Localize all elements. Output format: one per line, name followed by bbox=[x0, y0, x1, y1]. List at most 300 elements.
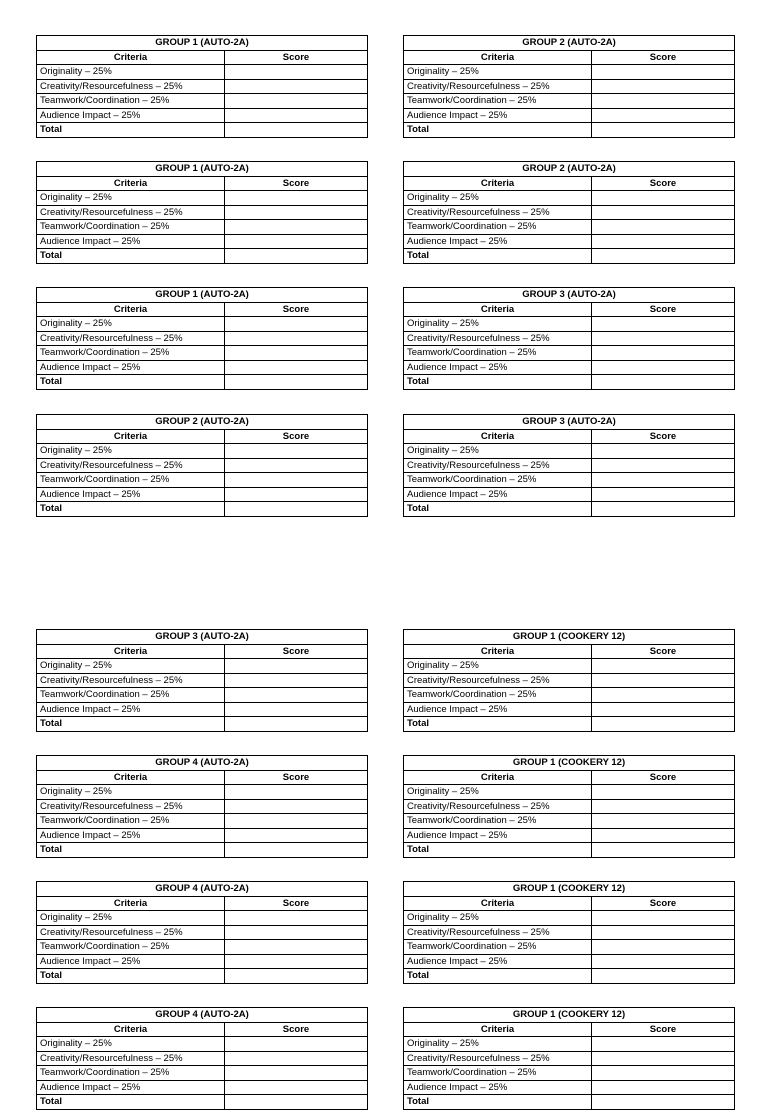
card-title: GROUP 1 (AUTO-2A) bbox=[37, 36, 368, 51]
criteria-row bbox=[404, 444, 735, 459]
card-title: GROUP 1 (AUTO-2A) bbox=[37, 288, 368, 303]
criteria-row bbox=[37, 346, 368, 361]
score-cell[interactable] bbox=[225, 828, 368, 843]
criteria-row bbox=[404, 94, 735, 109]
score-cell[interactable] bbox=[592, 785, 735, 800]
criteria-row bbox=[404, 473, 735, 488]
criteria-label: Creativity/Resourcefulness – 25% bbox=[404, 79, 592, 94]
score-cell[interactable] bbox=[592, 702, 735, 717]
criteria-row bbox=[404, 458, 735, 473]
total-row bbox=[404, 123, 735, 138]
criteria-row bbox=[37, 444, 368, 459]
score-cell[interactable] bbox=[592, 191, 735, 206]
score-cell[interactable] bbox=[592, 458, 735, 473]
score-cell[interactable] bbox=[592, 828, 735, 843]
score-cell[interactable] bbox=[592, 65, 735, 80]
criteria-row bbox=[37, 828, 368, 843]
total-label: Total bbox=[37, 502, 225, 517]
total-row bbox=[37, 1095, 368, 1110]
criteria-row bbox=[404, 799, 735, 814]
criteria-label: Teamwork/Coordination – 25% bbox=[404, 473, 592, 488]
criteria-row bbox=[404, 954, 735, 969]
total-label: Total bbox=[404, 502, 592, 517]
criteria-label: Originality – 25% bbox=[404, 317, 592, 332]
criteria-label: Originality – 25% bbox=[404, 785, 592, 800]
card-title: GROUP 1 (COOKERY 12) bbox=[404, 1008, 735, 1023]
score-card bbox=[36, 414, 368, 517]
total-label: Total bbox=[404, 717, 592, 732]
total-label: Total bbox=[404, 375, 592, 390]
criteria-label: Audience Impact – 25% bbox=[404, 702, 592, 717]
score-cell[interactable] bbox=[225, 799, 368, 814]
criteria-label: Originality – 25% bbox=[404, 444, 592, 459]
score-cell[interactable] bbox=[592, 673, 735, 688]
score-cell[interactable] bbox=[225, 205, 368, 220]
criteria-label: Originality – 25% bbox=[404, 659, 592, 674]
criteria-header: Criteria bbox=[37, 176, 225, 191]
criteria-row bbox=[404, 814, 735, 829]
criteria-label: Teamwork/Coordination – 25% bbox=[37, 688, 225, 703]
criteria-header: Criteria bbox=[404, 896, 592, 911]
score-header: Score bbox=[592, 1022, 735, 1037]
criteria-header: Criteria bbox=[37, 429, 225, 444]
criteria-label: Teamwork/Coordination – 25% bbox=[404, 346, 592, 361]
criteria-row bbox=[37, 458, 368, 473]
card-title: GROUP 3 (AUTO-2A) bbox=[404, 288, 735, 303]
criteria-label: Teamwork/Coordination – 25% bbox=[404, 220, 592, 235]
card-title: GROUP 4 (AUTO-2A) bbox=[37, 1008, 368, 1023]
criteria-label: Creativity/Resourcefulness – 25% bbox=[37, 1051, 225, 1066]
criteria-row bbox=[404, 1037, 735, 1052]
score-cell[interactable] bbox=[592, 317, 735, 332]
score-cell[interactable] bbox=[225, 108, 368, 123]
total-label: Total bbox=[37, 123, 225, 138]
criteria-label: Creativity/Resourcefulness – 25% bbox=[404, 331, 592, 346]
criteria-header: Criteria bbox=[37, 50, 225, 65]
criteria-row bbox=[37, 799, 368, 814]
score-card bbox=[36, 629, 368, 732]
criteria-header: Criteria bbox=[37, 302, 225, 317]
score-card bbox=[36, 881, 368, 984]
card-title: GROUP 4 (AUTO-2A) bbox=[37, 882, 368, 897]
criteria-row bbox=[404, 1051, 735, 1066]
criteria-label: Originality – 25% bbox=[37, 317, 225, 332]
total-row bbox=[37, 717, 368, 732]
criteria-label: Teamwork/Coordination – 25% bbox=[37, 1066, 225, 1081]
criteria-label: Creativity/Resourcefulness – 25% bbox=[404, 799, 592, 814]
criteria-row bbox=[404, 828, 735, 843]
total-score-cell[interactable] bbox=[592, 123, 735, 138]
criteria-label: Audience Impact – 25% bbox=[404, 360, 592, 375]
score-cell[interactable] bbox=[592, 1037, 735, 1052]
criteria-row bbox=[37, 79, 368, 94]
card-title: GROUP 3 (AUTO-2A) bbox=[404, 415, 735, 430]
total-label: Total bbox=[37, 843, 225, 858]
card-title: GROUP 2 (AUTO-2A) bbox=[404, 36, 735, 51]
score-cell[interactable] bbox=[225, 79, 368, 94]
criteria-row bbox=[37, 191, 368, 206]
criteria-row bbox=[37, 360, 368, 375]
score-card bbox=[403, 881, 735, 984]
criteria-label: Originality – 25% bbox=[37, 911, 225, 926]
total-row bbox=[404, 969, 735, 984]
score-card bbox=[403, 414, 735, 517]
total-score-cell[interactable] bbox=[225, 1095, 368, 1110]
score-cell[interactable] bbox=[592, 444, 735, 459]
criteria-row bbox=[37, 473, 368, 488]
score-cell[interactable] bbox=[592, 473, 735, 488]
criteria-label: Teamwork/Coordination – 25% bbox=[404, 1066, 592, 1081]
criteria-label: Teamwork/Coordination – 25% bbox=[37, 220, 225, 235]
score-cell[interactable] bbox=[592, 1051, 735, 1066]
criteria-header: Criteria bbox=[37, 644, 225, 659]
criteria-row bbox=[404, 220, 735, 235]
total-label: Total bbox=[404, 843, 592, 858]
criteria-label: Creativity/Resourcefulness – 25% bbox=[404, 1051, 592, 1066]
criteria-row bbox=[404, 925, 735, 940]
criteria-row bbox=[37, 925, 368, 940]
total-label: Total bbox=[37, 375, 225, 390]
criteria-label: Originality – 25% bbox=[37, 65, 225, 80]
score-card bbox=[36, 35, 368, 138]
criteria-row bbox=[404, 205, 735, 220]
criteria-header: Criteria bbox=[404, 770, 592, 785]
criteria-row bbox=[404, 785, 735, 800]
criteria-header: Criteria bbox=[37, 1022, 225, 1037]
card-title: GROUP 2 (AUTO-2A) bbox=[404, 162, 735, 177]
score-card bbox=[403, 35, 735, 138]
score-cell[interactable] bbox=[225, 444, 368, 459]
total-row bbox=[404, 249, 735, 264]
score-cell[interactable] bbox=[225, 954, 368, 969]
total-score-cell[interactable] bbox=[592, 969, 735, 984]
score-card bbox=[36, 287, 368, 390]
total-score-cell[interactable] bbox=[592, 843, 735, 858]
criteria-row bbox=[404, 487, 735, 502]
score-cell[interactable] bbox=[225, 785, 368, 800]
score-header: Score bbox=[592, 50, 735, 65]
total-score-cell[interactable] bbox=[225, 249, 368, 264]
criteria-row bbox=[404, 331, 735, 346]
criteria-label: Audience Impact – 25% bbox=[404, 234, 592, 249]
score-header: Score bbox=[592, 644, 735, 659]
criteria-row bbox=[404, 234, 735, 249]
score-cell[interactable] bbox=[225, 659, 368, 674]
total-row bbox=[404, 502, 735, 517]
criteria-label: Audience Impact – 25% bbox=[37, 828, 225, 843]
score-cell[interactable] bbox=[592, 1066, 735, 1081]
score-header: Score bbox=[592, 896, 735, 911]
criteria-row bbox=[404, 191, 735, 206]
total-score-cell[interactable] bbox=[225, 843, 368, 858]
score-card bbox=[36, 161, 368, 264]
score-cell[interactable] bbox=[225, 911, 368, 926]
criteria-label: Teamwork/Coordination – 25% bbox=[37, 473, 225, 488]
criteria-header: Criteria bbox=[37, 896, 225, 911]
total-label: Total bbox=[37, 969, 225, 984]
score-header: Score bbox=[592, 302, 735, 317]
score-cell[interactable] bbox=[592, 688, 735, 703]
total-score-cell[interactable] bbox=[225, 502, 368, 517]
score-cell[interactable] bbox=[592, 108, 735, 123]
score-header: Score bbox=[592, 429, 735, 444]
score-cell[interactable] bbox=[225, 94, 368, 109]
criteria-label: Originality – 25% bbox=[404, 65, 592, 80]
criteria-row bbox=[404, 1066, 735, 1081]
total-score-cell[interactable] bbox=[592, 1095, 735, 1110]
score-cell[interactable] bbox=[592, 925, 735, 940]
score-cell[interactable] bbox=[592, 205, 735, 220]
score-card bbox=[403, 161, 735, 264]
criteria-label: Creativity/Resourcefulness – 25% bbox=[37, 673, 225, 688]
card-title: GROUP 3 (AUTO-2A) bbox=[37, 630, 368, 645]
total-label: Total bbox=[37, 717, 225, 732]
score-cell[interactable] bbox=[225, 1080, 368, 1095]
criteria-row bbox=[37, 65, 368, 80]
criteria-label: Originality – 25% bbox=[37, 444, 225, 459]
criteria-label: Audience Impact – 25% bbox=[37, 954, 225, 969]
criteria-label: Creativity/Resourcefulness – 25% bbox=[37, 205, 225, 220]
criteria-label: Audience Impact – 25% bbox=[404, 487, 592, 502]
total-label: Total bbox=[37, 249, 225, 264]
total-label: Total bbox=[404, 249, 592, 264]
criteria-label: Teamwork/Coordination – 25% bbox=[404, 940, 592, 955]
score-cell[interactable] bbox=[225, 702, 368, 717]
criteria-row bbox=[37, 814, 368, 829]
total-row bbox=[37, 249, 368, 264]
total-score-cell[interactable] bbox=[225, 969, 368, 984]
score-cell[interactable] bbox=[592, 911, 735, 926]
criteria-header: Criteria bbox=[404, 644, 592, 659]
score-cell[interactable] bbox=[225, 1051, 368, 1066]
criteria-label: Originality – 25% bbox=[404, 1037, 592, 1052]
score-cell[interactable] bbox=[592, 814, 735, 829]
criteria-label: Teamwork/Coordination – 25% bbox=[404, 94, 592, 109]
criteria-header: Criteria bbox=[404, 50, 592, 65]
criteria-row bbox=[37, 785, 368, 800]
criteria-row bbox=[404, 688, 735, 703]
criteria-row bbox=[37, 234, 368, 249]
total-score-cell[interactable] bbox=[225, 123, 368, 138]
criteria-label: Audience Impact – 25% bbox=[404, 954, 592, 969]
score-cell[interactable] bbox=[225, 65, 368, 80]
criteria-label: Originality – 25% bbox=[37, 1037, 225, 1052]
score-card bbox=[403, 1007, 735, 1110]
score-cell[interactable] bbox=[592, 799, 735, 814]
score-cell[interactable] bbox=[225, 473, 368, 488]
score-cell[interactable] bbox=[225, 317, 368, 332]
score-header: Score bbox=[225, 302, 368, 317]
total-row bbox=[37, 843, 368, 858]
score-cell[interactable] bbox=[592, 346, 735, 361]
total-label: Total bbox=[404, 123, 592, 138]
card-title: GROUP 1 (COOKERY 12) bbox=[404, 882, 735, 897]
criteria-label: Creativity/Resourcefulness – 25% bbox=[37, 799, 225, 814]
criteria-row bbox=[37, 702, 368, 717]
criteria-label: Teamwork/Coordination – 25% bbox=[37, 346, 225, 361]
criteria-row bbox=[404, 1080, 735, 1095]
score-cell[interactable] bbox=[592, 954, 735, 969]
total-score-cell[interactable] bbox=[592, 717, 735, 732]
criteria-row bbox=[404, 702, 735, 717]
score-cell[interactable] bbox=[225, 925, 368, 940]
criteria-label: Teamwork/Coordination – 25% bbox=[37, 94, 225, 109]
criteria-label: Creativity/Resourcefulness – 25% bbox=[37, 79, 225, 94]
total-score-cell[interactable] bbox=[592, 502, 735, 517]
score-card bbox=[36, 755, 368, 858]
criteria-label: Audience Impact – 25% bbox=[404, 1080, 592, 1095]
total-row bbox=[404, 1095, 735, 1110]
criteria-row bbox=[37, 688, 368, 703]
criteria-row bbox=[37, 220, 368, 235]
score-cell[interactable] bbox=[225, 1037, 368, 1052]
criteria-label: Audience Impact – 25% bbox=[37, 487, 225, 502]
total-label: Total bbox=[37, 1095, 225, 1110]
criteria-label: Teamwork/Coordination – 25% bbox=[37, 940, 225, 955]
criteria-row bbox=[404, 65, 735, 80]
score-header: Score bbox=[225, 50, 368, 65]
score-cell[interactable] bbox=[592, 360, 735, 375]
criteria-label: Creativity/Resourcefulness – 25% bbox=[404, 925, 592, 940]
criteria-row bbox=[37, 317, 368, 332]
score-cell[interactable] bbox=[592, 940, 735, 955]
criteria-row bbox=[404, 79, 735, 94]
score-cell[interactable] bbox=[225, 487, 368, 502]
total-row bbox=[404, 375, 735, 390]
criteria-row bbox=[404, 673, 735, 688]
total-row bbox=[37, 502, 368, 517]
card-title: GROUP 1 (AUTO-2A) bbox=[37, 162, 368, 177]
score-cell[interactable] bbox=[225, 234, 368, 249]
score-cell[interactable] bbox=[592, 659, 735, 674]
criteria-header: Criteria bbox=[404, 302, 592, 317]
total-row bbox=[37, 375, 368, 390]
criteria-row bbox=[37, 954, 368, 969]
criteria-row bbox=[37, 1037, 368, 1052]
card-title: GROUP 2 (AUTO-2A) bbox=[37, 415, 368, 430]
criteria-label: Audience Impact – 25% bbox=[404, 108, 592, 123]
criteria-row bbox=[37, 1051, 368, 1066]
score-header: Score bbox=[225, 1022, 368, 1037]
score-cell[interactable] bbox=[592, 94, 735, 109]
criteria-row bbox=[37, 673, 368, 688]
score-cell[interactable] bbox=[225, 360, 368, 375]
criteria-label: Audience Impact – 25% bbox=[37, 1080, 225, 1095]
score-card bbox=[403, 287, 735, 390]
criteria-label: Audience Impact – 25% bbox=[37, 702, 225, 717]
criteria-row bbox=[37, 487, 368, 502]
total-row bbox=[404, 717, 735, 732]
total-row bbox=[37, 123, 368, 138]
criteria-row bbox=[37, 1066, 368, 1081]
score-header: Score bbox=[592, 176, 735, 191]
total-score-cell[interactable] bbox=[592, 249, 735, 264]
score-cell[interactable] bbox=[592, 331, 735, 346]
card-title: GROUP 1 (COOKERY 12) bbox=[404, 630, 735, 645]
criteria-header: Criteria bbox=[404, 176, 592, 191]
score-cell[interactable] bbox=[225, 191, 368, 206]
total-score-cell[interactable] bbox=[225, 375, 368, 390]
total-label: Total bbox=[404, 969, 592, 984]
criteria-row bbox=[37, 911, 368, 926]
criteria-label: Creativity/Resourcefulness – 25% bbox=[37, 458, 225, 473]
score-cell[interactable] bbox=[225, 458, 368, 473]
criteria-row bbox=[404, 317, 735, 332]
criteria-row bbox=[404, 940, 735, 955]
criteria-row bbox=[37, 1080, 368, 1095]
criteria-label: Teamwork/Coordination – 25% bbox=[37, 814, 225, 829]
criteria-row bbox=[37, 940, 368, 955]
criteria-row bbox=[37, 659, 368, 674]
score-header: Score bbox=[225, 770, 368, 785]
score-cell[interactable] bbox=[592, 79, 735, 94]
criteria-label: Creativity/Resourcefulness – 25% bbox=[37, 331, 225, 346]
criteria-label: Creativity/Resourcefulness – 25% bbox=[404, 205, 592, 220]
total-score-cell[interactable] bbox=[225, 717, 368, 732]
criteria-row bbox=[37, 108, 368, 123]
score-header: Score bbox=[225, 429, 368, 444]
criteria-label: Originality – 25% bbox=[37, 191, 225, 206]
score-cell[interactable] bbox=[225, 220, 368, 235]
criteria-header: Criteria bbox=[404, 1022, 592, 1037]
criteria-row bbox=[404, 108, 735, 123]
score-header: Score bbox=[225, 896, 368, 911]
score-header: Score bbox=[225, 176, 368, 191]
total-label: Total bbox=[404, 1095, 592, 1110]
criteria-row bbox=[37, 205, 368, 220]
criteria-label: Audience Impact – 25% bbox=[37, 360, 225, 375]
criteria-header: Criteria bbox=[404, 429, 592, 444]
score-cell[interactable] bbox=[592, 220, 735, 235]
criteria-label: Originality – 25% bbox=[37, 659, 225, 674]
criteria-label: Creativity/Resourcefulness – 25% bbox=[37, 925, 225, 940]
score-header: Score bbox=[225, 644, 368, 659]
card-title: GROUP 4 (AUTO-2A) bbox=[37, 756, 368, 771]
criteria-label: Creativity/Resourcefulness – 25% bbox=[404, 673, 592, 688]
total-score-cell[interactable] bbox=[592, 375, 735, 390]
criteria-row bbox=[37, 94, 368, 109]
criteria-header: Criteria bbox=[37, 770, 225, 785]
criteria-label: Originality – 25% bbox=[404, 191, 592, 206]
criteria-row bbox=[404, 360, 735, 375]
criteria-row bbox=[404, 659, 735, 674]
criteria-label: Audience Impact – 25% bbox=[404, 828, 592, 843]
score-cell[interactable] bbox=[592, 487, 735, 502]
score-cell[interactable] bbox=[225, 673, 368, 688]
score-cell[interactable] bbox=[592, 1080, 735, 1095]
criteria-label: Creativity/Resourcefulness – 25% bbox=[404, 458, 592, 473]
score-cell[interactable] bbox=[225, 688, 368, 703]
card-title: GROUP 1 (COOKERY 12) bbox=[404, 756, 735, 771]
criteria-label: Teamwork/Coordination – 25% bbox=[404, 814, 592, 829]
criteria-label: Originality – 25% bbox=[37, 785, 225, 800]
total-row bbox=[404, 843, 735, 858]
score-cell[interactable] bbox=[225, 1066, 368, 1081]
criteria-label: Teamwork/Coordination – 25% bbox=[404, 688, 592, 703]
score-cell[interactable] bbox=[225, 814, 368, 829]
criteria-label: Audience Impact – 25% bbox=[37, 234, 225, 249]
score-card bbox=[403, 755, 735, 858]
total-row bbox=[37, 969, 368, 984]
score-header: Score bbox=[592, 770, 735, 785]
criteria-row bbox=[404, 346, 735, 361]
score-cell[interactable] bbox=[225, 346, 368, 361]
score-cell[interactable] bbox=[592, 234, 735, 249]
score-cell[interactable] bbox=[225, 331, 368, 346]
criteria-label: Originality – 25% bbox=[404, 911, 592, 926]
score-cell[interactable] bbox=[225, 940, 368, 955]
criteria-label: Audience Impact – 25% bbox=[37, 108, 225, 123]
